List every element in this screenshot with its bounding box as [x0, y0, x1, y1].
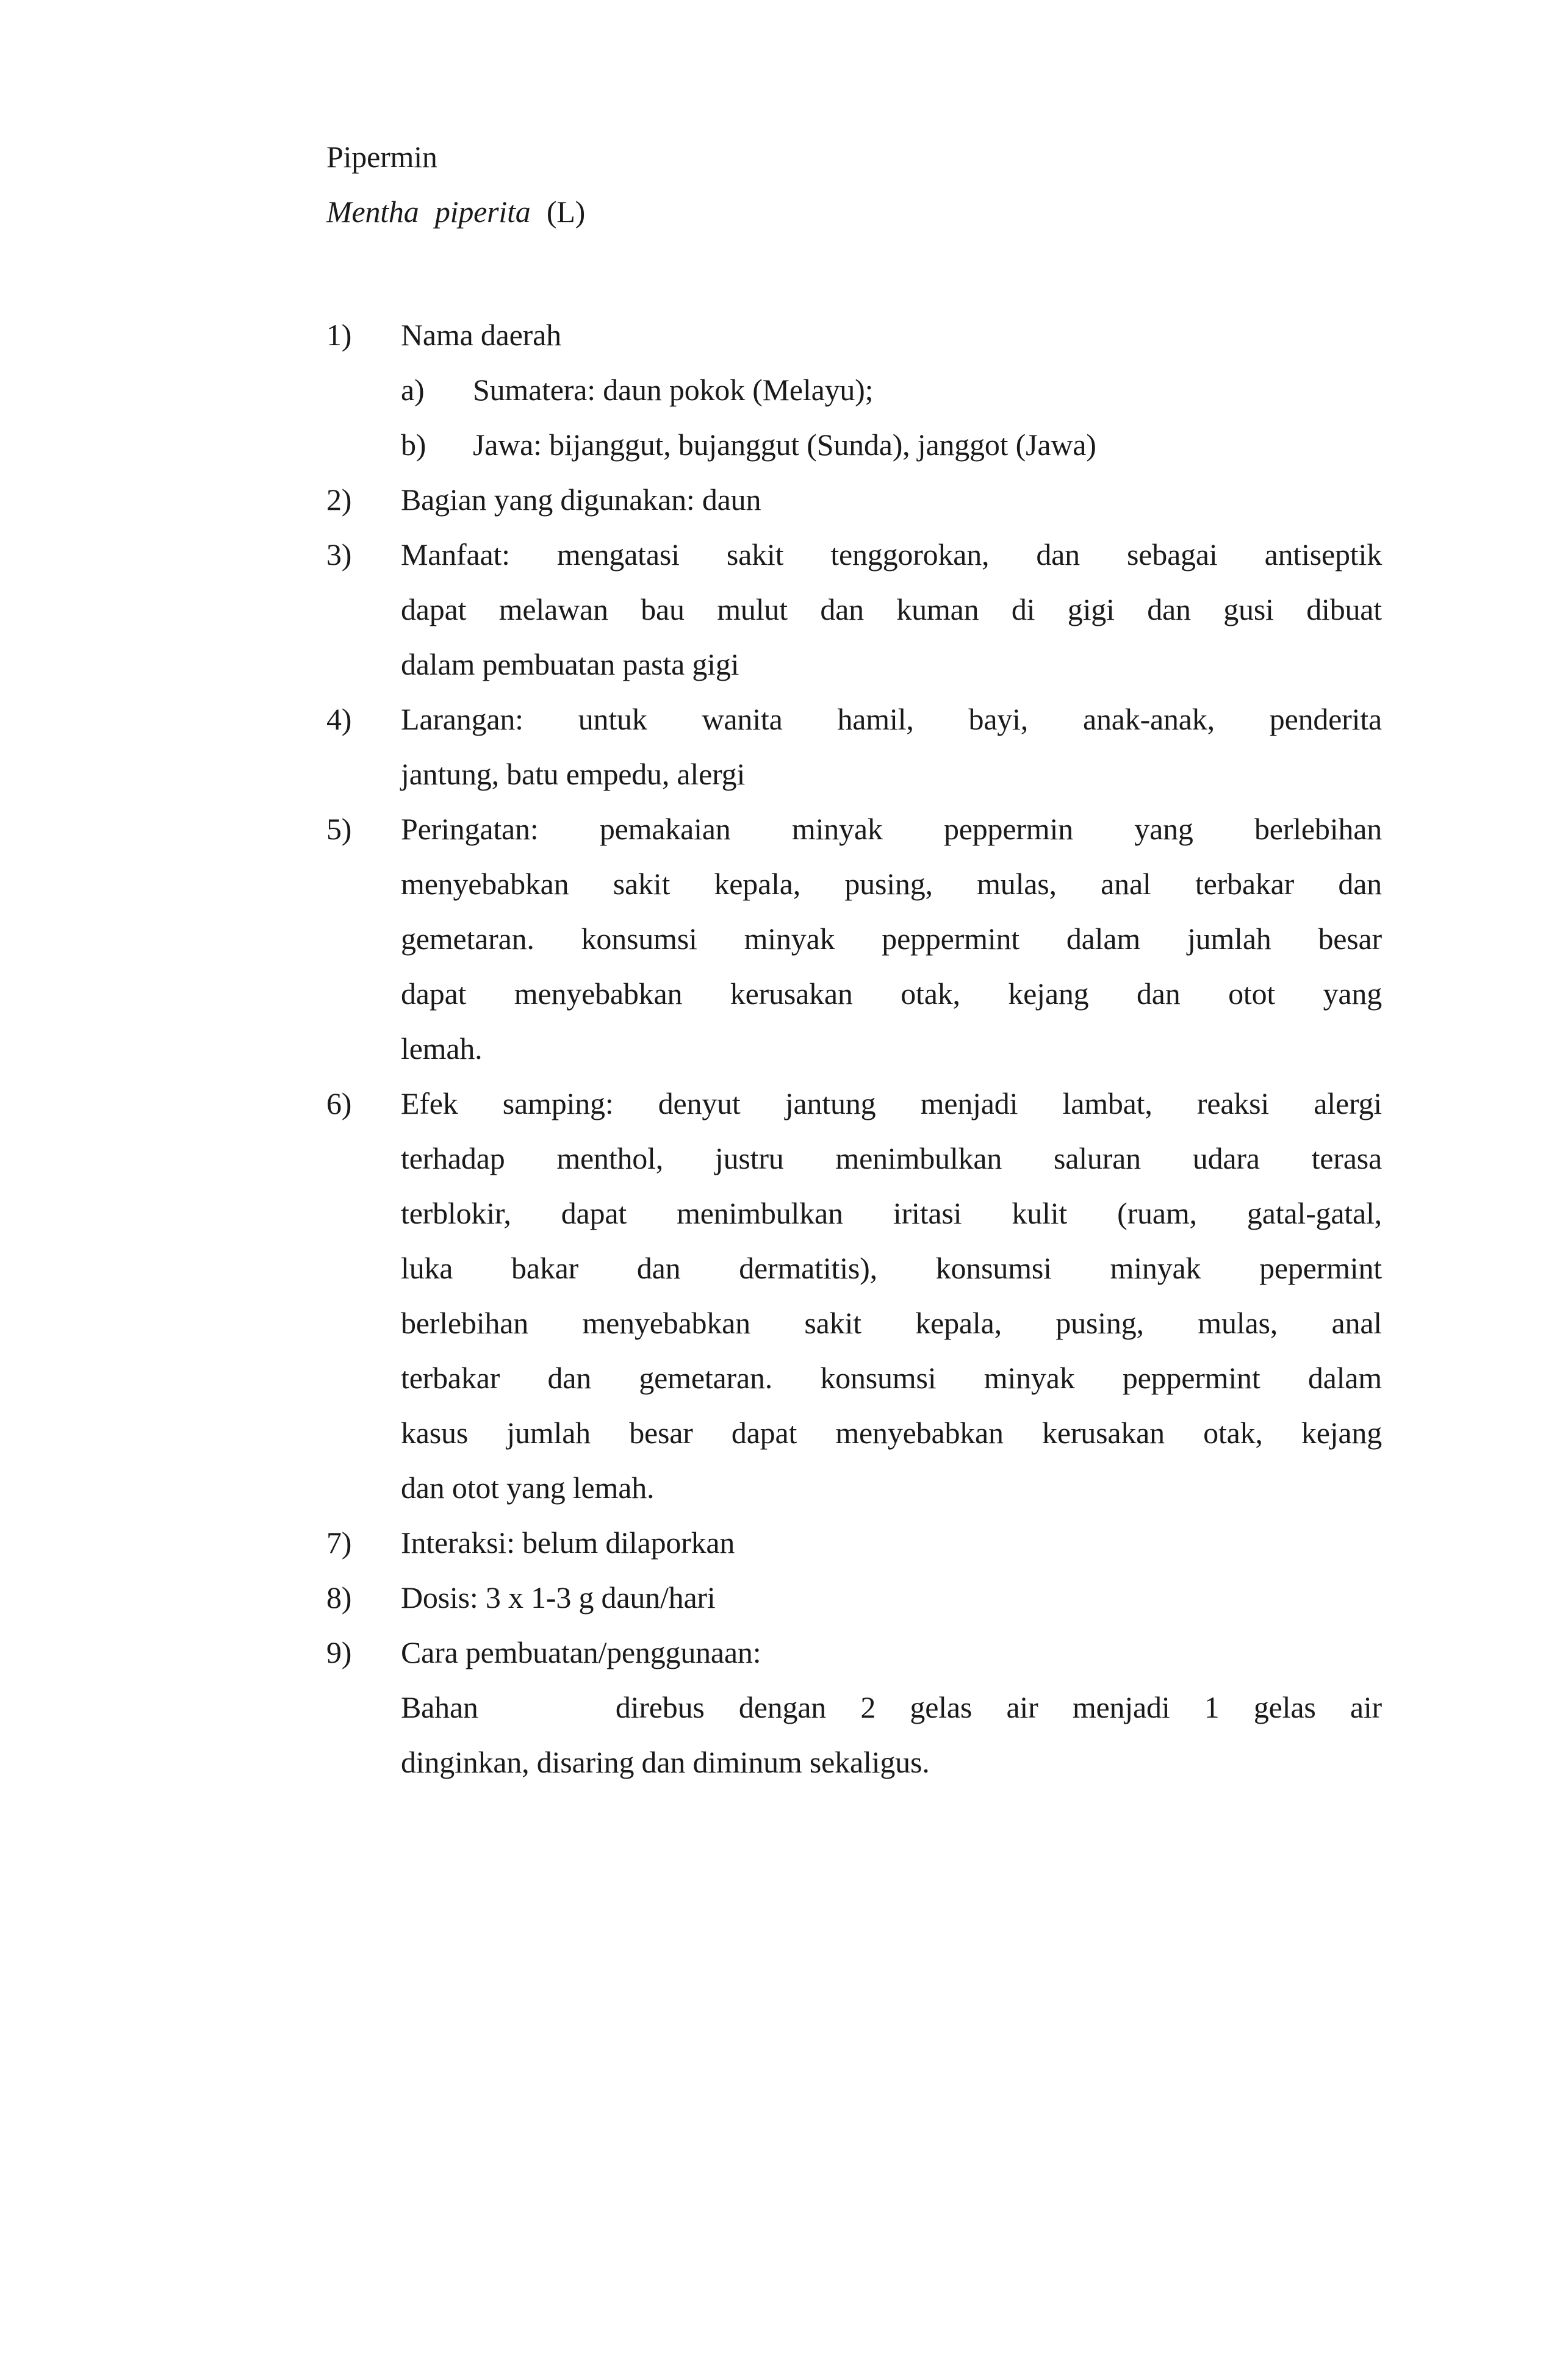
text-line: terblokir, dapat menimbulkan iritasi kulit (ruam, gatal-gatal, [401, 1196, 1382, 1230]
list-item-5 [326, 801, 1382, 1076]
list-marker: a) [401, 373, 425, 407]
sub-item-b [326, 417, 1382, 472]
text-line: dapat melawan bau mulut dan kuman di gigi dan gusi dibuat [401, 592, 1382, 626]
list-item-text [401, 472, 1382, 527]
text-line: jantung, batu empedu, alergi [401, 757, 746, 791]
list-item-8 [326, 1570, 1382, 1625]
list-item-text [401, 1570, 1382, 1625]
sub-item-a [326, 362, 1382, 417]
author-abbreviation: (L) [530, 195, 586, 229]
list-item-text [401, 1076, 1382, 1515]
list-marker: 5) [326, 812, 352, 846]
list-marker: 4) [326, 702, 352, 736]
text-line: Bagian yang digunakan: daun [401, 482, 761, 517]
text-line: dan otot yang lemah. [401, 1471, 655, 1505]
text-line: lemah. [401, 1031, 483, 1066]
list-item-text [473, 362, 1382, 417]
text-line: luka bakar dan dermatitis), konsumsi minyak pepermint [401, 1251, 1382, 1285]
text-line: Nama daerah [401, 318, 561, 352]
list-marker: b) [401, 428, 426, 462]
text-line: terhadap menthol, justru menimbulkan saluran udara terasa [401, 1141, 1382, 1175]
text-line: Efek samping: denyut jantung menjadi lambat, reaksi alergi [401, 1086, 1382, 1120]
title-block [326, 129, 1382, 239]
list-marker: 2) [326, 482, 352, 517]
list-marker: 8) [326, 1580, 352, 1615]
list-marker: 6) [326, 1086, 352, 1120]
list-item-text [401, 307, 1382, 362]
text-line: dalam pembuatan pasta gigi [401, 647, 739, 681]
text-line: berlebihan menyebabkan sakit kepala, pusing, mulas, anal [401, 1306, 1382, 1340]
list-marker: 9) [326, 1635, 352, 1669]
list-item-text [401, 1515, 1382, 1570]
document-content [326, 129, 1382, 1790]
list-item-7 [326, 1515, 1382, 1570]
list-marker: 7) [326, 1525, 352, 1560]
list-item-3 [326, 527, 1382, 692]
text-line: Sumatera: daun pokok (Melayu); [473, 373, 874, 407]
text-line: Larangan: untuk wanita hamil, bayi, anak-anak, penderita [401, 702, 1382, 736]
text-line: Dosis: 3 x 1-3 g daun/hari [401, 1580, 716, 1615]
page-title: Pipermin [326, 140, 437, 174]
text-line: dinginkan, disaring dan diminum sekaligus. [401, 1745, 930, 1779]
list-item-text [401, 692, 1382, 801]
list-marker: 3) [326, 537, 352, 572]
text-line: Manfaat: mengatasi sakit tenggorokan, dan sebagai antiseptik [401, 537, 1382, 572]
list-item-6 [326, 1076, 1382, 1515]
list-item-text [473, 417, 1382, 472]
list-item-2 [326, 472, 1382, 527]
list-item-text [401, 527, 1382, 692]
list-item-text [401, 801, 1382, 1076]
list-item-4 [326, 692, 1382, 801]
scientific-name: Mentha piperita [326, 195, 531, 229]
numbered-list [326, 307, 1382, 1790]
text-line: dapat menyebabkan kerusakan otak, kejang dan otot yang [401, 977, 1382, 1011]
text-line: Bahan direbus dengan 2 gelas air menjadi 1 gelas air [401, 1690, 1382, 1724]
text-line: Cara pembuatan/penggunaan: [401, 1635, 761, 1669]
text-line: menyebabkan sakit kepala, pusing, mulas, anal terbakar dan [401, 867, 1382, 901]
list-marker: 1) [326, 318, 352, 352]
text-line: Peringatan: pemakaian minyak peppermin yang berlebihan [401, 812, 1382, 846]
list-item-1 [326, 307, 1382, 362]
scientific-name-line [326, 184, 1382, 239]
text-line: Jawa: bijanggut, bujanggut (Sunda), janggot (Jawa) [473, 428, 1096, 462]
text-line: kasus jumlah besar dapat menyebabkan kerusakan otak, kejang [401, 1416, 1382, 1450]
text-line: gemetaran. konsumsi minyak peppermint dalam jumlah besar [401, 922, 1382, 956]
list-item-9 [326, 1625, 1382, 1790]
text-line: Interaksi: belum dilaporkan [401, 1525, 735, 1560]
text-line: terbakar dan gemetaran. konsumsi minyak peppermint dalam [401, 1361, 1382, 1395]
list-item-text [401, 1625, 1382, 1790]
